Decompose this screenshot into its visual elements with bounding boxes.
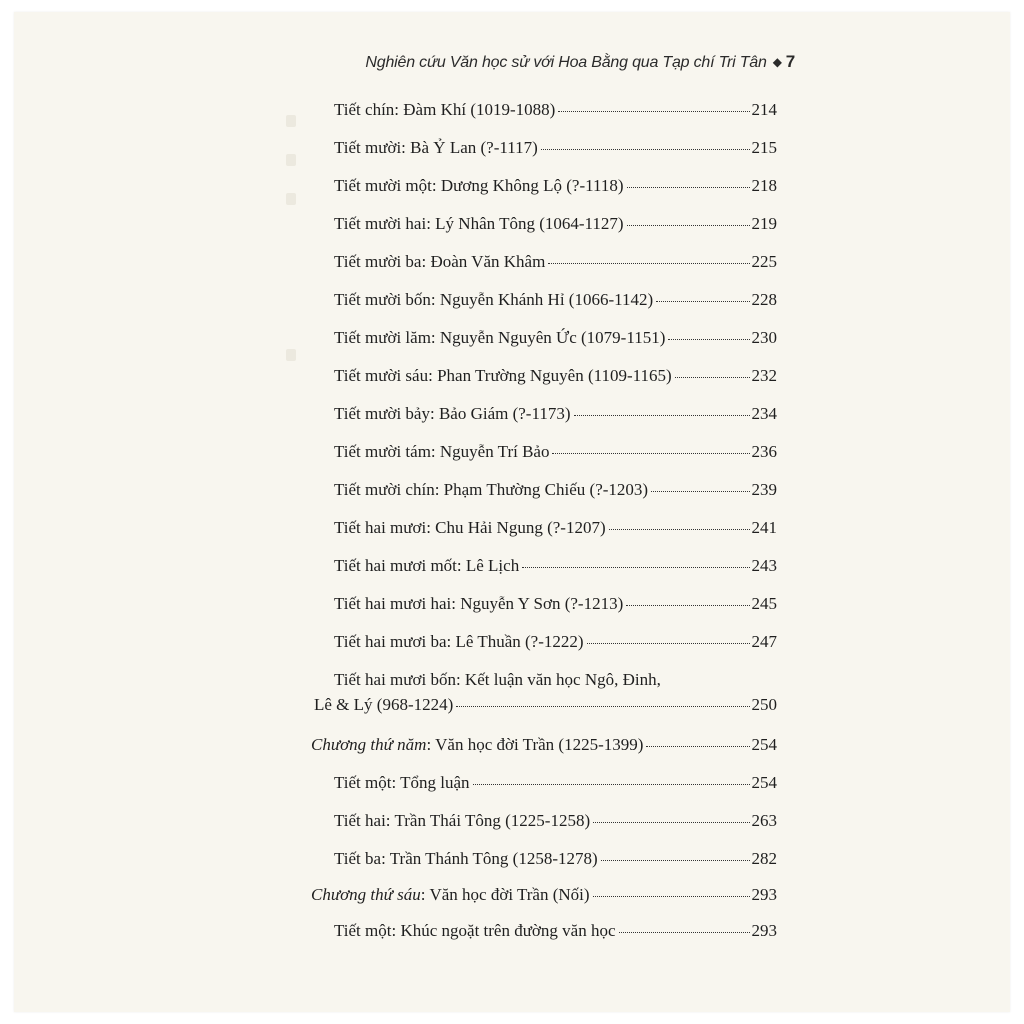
toc-entry-page: 247 [751, 632, 777, 651]
dot-leader [627, 225, 750, 226]
toc-entry-page: 218 [751, 176, 777, 195]
chapter-label: : Văn học đời Trần (Nối) [420, 885, 590, 904]
toc-entry-title: Tiết hai mươi ba: Lê Thuần (?-1222) [334, 632, 584, 651]
toc-entry[interactable] [334, 290, 777, 310]
dot-leader [552, 453, 749, 454]
toc-entry-page: 250 [751, 695, 777, 714]
toc-entry[interactable] [334, 773, 777, 793]
toc-entry-title: Tiết mười lăm: Nguyễn Nguyên Ức (1079-1151) [334, 328, 666, 347]
dot-leader [541, 149, 750, 150]
toc-entry-page: 236 [751, 442, 777, 461]
dot-leader [574, 415, 750, 416]
toc-entry[interactable] [334, 328, 777, 348]
toc-entry-page: 243 [751, 556, 777, 575]
toc-chapter-entry[interactable] [311, 885, 777, 905]
toc-entry-title: Tiết chín: Đàm Khí (1019-1088) [334, 100, 556, 119]
dot-leader [587, 643, 750, 644]
dot-leader [456, 706, 749, 707]
toc-entry-title: Tiết hai mươi: Chu Hải Ngung (?-1207) [334, 518, 606, 537]
dot-leader [609, 529, 750, 530]
dot-leader [593, 822, 749, 823]
toc-entry-page: 245 [751, 594, 777, 613]
toc-entry-page: 282 [751, 849, 777, 868]
dot-leader [626, 605, 749, 606]
dot-leader [558, 111, 749, 112]
chapter-label: : Văn học đời Trần (1225-1399) [426, 735, 644, 754]
toc-entry-title: Tiết mười bốn: Nguyễn Khánh Hỉ (1066-1142) [334, 290, 654, 309]
toc-entry-page: 293 [751, 921, 777, 940]
dot-leader [548, 263, 749, 264]
bleed-through-mark [286, 349, 296, 361]
toc-entry-title: Tiết một: Tổng luận [334, 773, 470, 792]
toc-entry-title: Tiết mười một: Dương Không Lộ (?-1118) [334, 176, 624, 195]
toc-entry-page: 225 [751, 252, 777, 271]
toc-entry[interactable] [334, 366, 777, 386]
dot-leader [473, 784, 750, 785]
dot-leader [619, 932, 750, 933]
toc-entry-page: 293 [751, 885, 777, 904]
chapter-prefix: Chương thứ năm [311, 735, 427, 754]
toc-entry[interactable] [334, 100, 777, 120]
toc-entry-title: Tiết mười hai: Lý Nhân Tông (1064-1127) [334, 214, 624, 233]
toc-entry[interactable] [334, 518, 777, 538]
toc-entry-title: Tiết hai: Trần Thái Tông (1225-1258) [334, 811, 591, 830]
toc-entry-page: 232 [751, 366, 777, 385]
toc-entry[interactable] [334, 214, 777, 234]
dot-leader [593, 896, 750, 897]
toc-entry-title: Tiết mười sáu: Phan Trường Nguyên (1109-1165) [334, 366, 672, 385]
toc-entry[interactable] [334, 176, 777, 196]
book-page [14, 12, 1010, 1012]
toc-entry-page: 254 [751, 735, 777, 754]
toc-entry-title: Tiết ba: Trần Thánh Tông (1258-1278) [334, 849, 598, 868]
bleed-through-mark [286, 154, 296, 166]
toc-entry-page: 215 [751, 138, 777, 157]
toc-chapter-title [311, 735, 643, 755]
toc-entry-page: 230 [751, 328, 777, 347]
dot-leader [668, 339, 749, 340]
running-title: Nghiên cứu Văn học sử với Hoa Bằng qua Tạp chí Tri Tân [365, 54, 767, 71]
toc-entry[interactable] [314, 695, 777, 715]
dot-leader [601, 860, 750, 861]
toc-entry[interactable] [334, 632, 777, 652]
dot-leader [646, 746, 749, 747]
toc-entry-title: Lê & Lý (968-1224) [314, 695, 454, 714]
toc-entry-title: Tiết mười tám: Nguyễn Trí Bảo [334, 442, 550, 461]
toc-chapter-title [311, 885, 590, 905]
toc-entry[interactable] [334, 252, 777, 272]
toc-entry-page: 263 [751, 811, 777, 830]
bullet-icon: ◆ [772, 55, 782, 69]
toc-entry-page: 234 [751, 404, 777, 423]
toc-entry-title: Tiết một: Khúc ngoặt trên đường văn học [334, 921, 616, 940]
toc-entry[interactable] [334, 404, 777, 424]
toc-entry[interactable] [334, 556, 777, 576]
header-page-number: 7 [785, 52, 795, 71]
toc-entry[interactable] [334, 442, 777, 462]
toc-entry-page: 214 [751, 100, 777, 119]
toc-entry-page: 254 [751, 773, 777, 792]
toc-entry-title: Tiết mười chín: Phạm Thường Chiếu (?-1203) [334, 480, 649, 499]
dot-leader [627, 187, 750, 188]
dot-leader [675, 377, 750, 378]
toc-entry[interactable] [334, 138, 777, 158]
toc-chapter-entry[interactable] [311, 735, 777, 755]
toc-entry[interactable] [334, 921, 777, 941]
toc-entry-title: Tiết hai mươi hai: Nguyễn Y Sơn (?-1213) [334, 594, 624, 613]
dot-leader [651, 491, 749, 492]
toc-entry-page: 228 [751, 290, 777, 309]
chapter-prefix: Chương thứ sáu [311, 885, 421, 904]
bleed-through-mark [286, 193, 296, 205]
running-header [14, 52, 795, 72]
toc-entry-page: 241 [751, 518, 777, 537]
dot-leader [656, 301, 749, 302]
toc-entry-title: Tiết hai mươi mốt: Lê Lịch [334, 556, 520, 575]
toc-entry[interactable] [334, 594, 777, 614]
toc-entry[interactable] [334, 849, 777, 869]
toc-entry[interactable] [334, 811, 777, 831]
dot-leader [522, 567, 749, 568]
toc-entry-title-line1[interactable]: Tiết hai mươi bốn: Kết luận văn học Ngô, Đinh, [334, 670, 661, 689]
toc-entry-page: 239 [751, 480, 777, 499]
toc-entry-title: Tiết mười ba: Đoàn Văn Khâm [334, 252, 546, 271]
bleed-through-mark [286, 115, 296, 127]
toc-entry-page: 219 [751, 214, 777, 233]
toc-entry-title: Tiết mười: Bà Ỷ Lan (?-1117) [334, 138, 538, 157]
toc-entry[interactable] [334, 480, 777, 500]
toc-entry-title: Tiết mười bảy: Bảo Giám (?-1173) [334, 404, 571, 423]
